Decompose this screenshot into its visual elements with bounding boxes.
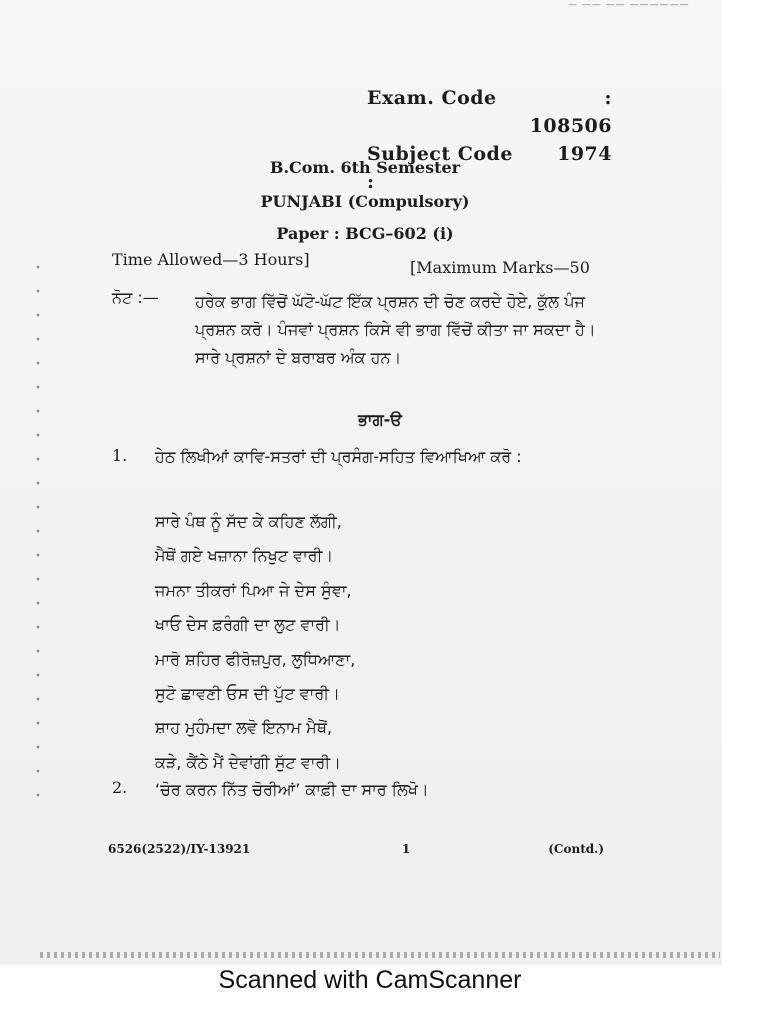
question-1-number: 1.	[112, 446, 128, 465]
poem-line: ਸ਼ਾਹ ਮੁਹੰਮਦਾ ਲਵੋ ਇਨਾਮ ਮੈਥੋਂ,	[155, 718, 333, 738]
time-allowed: Time Allowed—3 Hours]	[112, 250, 310, 269]
question-2-text: ‘ਚੋਰ ਕਰਨ ਨਿੱਤ ਚੋਰੀਆਂ’ ਕਾਫ਼ੀ ਦਾ ਸਾਰ ਲਿਖੋ।	[155, 780, 429, 799]
question-1-text: ਹੇਠ ਲਿਖੀਆਂ ਕਾਵਿ-ਸਤਰਾਂ ਦੀ ਪ੍ਰਸੰਗ-ਸਹਿਤ ਵਿਆਖਿਆ ਕਰੋ :	[155, 447, 522, 466]
exam-code-label: Exam. Code	[367, 87, 497, 109]
poem-line: ਮਾਰੋ ਸ਼ਹਿਰ ਫੀਰੋਜ਼ਪੁਰ, ਲੁਧਿਆਣਾ,	[155, 649, 356, 669]
poem-line: ਜਮਨਾ ਤੀਕਰਾਂ ਪਿਆ ਜੇ ਦੇਸ ਸੁੰਞਾ,	[155, 580, 352, 600]
subject-title: PUNJABI (Compulsory)	[260, 192, 470, 211]
footer-code: 6526(2522)/IY-13921	[108, 842, 251, 856]
note-label: ਨੋਟ :—	[112, 288, 159, 307]
subject-code-value: 1974	[557, 143, 612, 165]
course-title: B.Com. 6th Semester	[269, 158, 461, 177]
question-2-number: 2.	[112, 778, 128, 797]
section-heading: ਭਾਗ-ੳ	[358, 410, 402, 429]
binding-holes	[36, 255, 40, 815]
continued-label: (Contd.)	[548, 842, 604, 856]
page-footer	[108, 842, 604, 856]
paper-title: Paper : BCG–602 (i)	[276, 224, 454, 243]
note-text: ਹਰੇਕ ਭਾਗ ਵਿੱਚੋਂ ਘੱਟੋ-ਘੱਟ ਇੱਕ ਪ੍ਰਸ਼ਨ ਦੀ ਚੋਣ ਕਰਦੇ ਹੋਏ, ਕੁੱਲ ਪੰਜ ਪ੍ਰਸ਼ਨ ਕਰੋ। ਪੰਜਵਾਂ ਪ੍ਰਸ਼ਨ ਕਿਸੇ ਵੀ ਭਾਗ ਵਿੱਚੋਂ ਕੀਤਾ ਜਾ ਸਕਦਾ ਹੈ। ਸਾਰੇ ਪ੍ਰਸ਼ਨਾਂ ਦੇ ਬਰਾਬਰ ਅੰਕ ਹਨ।	[195, 292, 596, 367]
maximum-marks: [Maximum Marks—50	[410, 258, 590, 277]
poem-line: ਕੜੇ, ਕੈਂਠੇ ਮੈਂ ਦੇਵਾਂਗੀ ਸੁੱਟ ਵਾਰੀ।	[155, 752, 341, 772]
poem-stanza	[155, 505, 355, 780]
poem-line: ਸਾਰੇ ਪੰਥ ਨੂੰ ਸੱਦ ਕੇ ਕਹਿਣ ਲੱਗੀ,	[155, 512, 342, 531]
subject-code-label: Subject Code :	[367, 143, 513, 193]
exam-code-row	[367, 84, 612, 140]
poem-line: ਮੈਥੋਂ ਗਏ ਖਜ਼ਾਨਾ ਨਿਖੁਟ ਵਾਰੀ।	[155, 546, 334, 566]
bleed-through-text	[40, 952, 720, 958]
camscanner-watermark: Scanned with CamScanner	[218, 966, 522, 994]
poem-line: ਸੁਟੋ ਛਾਵਣੀ ਓਸ ਦੀ ਪੁੱਟ ਵਾਰੀ।	[155, 684, 340, 704]
top-edge-mark: — —— —— ——————	[568, 0, 690, 10]
page-number: 1	[401, 842, 411, 856]
poem-line: ਖਾਓ ਦੇਸ ਫ਼ਰੰਗੀ ਦਾ ਲੁਟ ਵਾਰੀ।	[155, 615, 341, 635]
exam-codes	[367, 84, 612, 196]
exam-code-value: : 108506	[529, 87, 612, 137]
